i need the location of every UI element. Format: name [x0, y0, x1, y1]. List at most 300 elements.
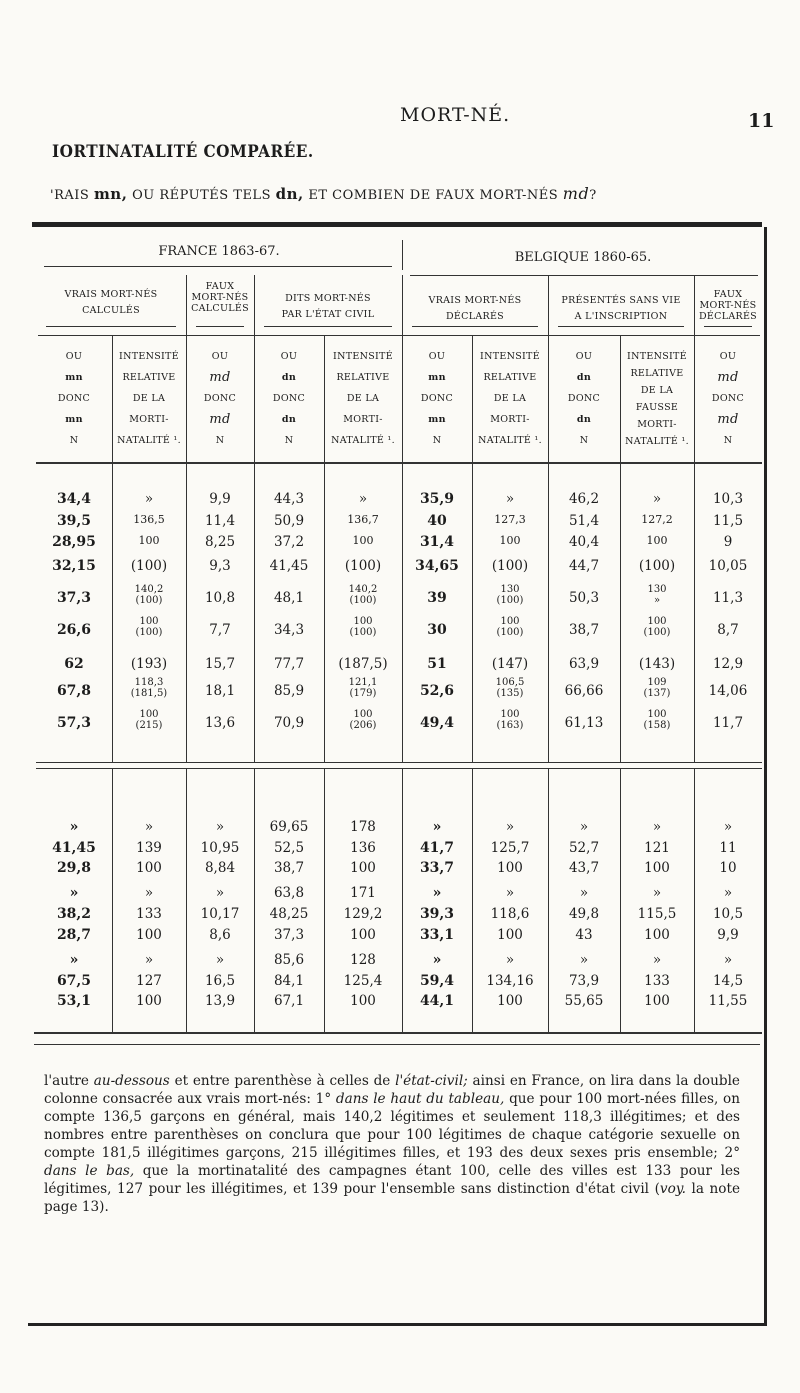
table-cell: 37,2 [273, 534, 305, 550]
rule [558, 326, 684, 327]
subgroup-label-s3: PAR L'ÉTAT CIVIL [281, 309, 375, 320]
table-question [50, 184, 597, 203]
table-cell: 55,65 [564, 993, 604, 1009]
table-cell: 100 [352, 534, 374, 547]
table-cell: 26,6 [56, 622, 92, 638]
table-cell: (100) [349, 627, 377, 638]
rule [694, 275, 695, 335]
question-symbol-md: md [562, 184, 590, 203]
column-header-c4: dn [281, 414, 297, 425]
table-cell: 127 [136, 973, 162, 989]
table-cell: 38,7 [273, 860, 305, 876]
table-cell: 100 [350, 993, 376, 1009]
table-cell: 100 [136, 993, 162, 1009]
table-cell: 11,4 [204, 513, 236, 529]
table-cell: 100 [497, 993, 523, 1009]
rule [412, 326, 538, 327]
table-cell: 100 [646, 534, 668, 547]
subgroup-label-s5: A L'INSCRIPTION [574, 311, 668, 322]
column-header-c3: OU [211, 351, 229, 362]
table-cell: 8,7 [717, 622, 739, 638]
table-cell: 49,4 [419, 715, 455, 731]
column-header-c2: NATALITÉ ¹. [117, 435, 181, 446]
table-cell: 18,1 [204, 683, 236, 699]
table-cell: 28,95 [52, 534, 96, 550]
table-cell: 35,9 [419, 491, 455, 507]
table-cell: 10,3 [712, 491, 744, 507]
table-cell: 140,2 [348, 584, 378, 595]
column-header-c9: DE LA [640, 385, 674, 396]
table-cell: (193) [130, 656, 168, 672]
column-header-c3: md [209, 370, 231, 385]
running-title: MORT-NÉ. [400, 104, 511, 126]
table-cell: 100 [500, 709, 520, 720]
table-cell: 10,05 [708, 558, 748, 574]
table-cell: 43 [575, 927, 593, 943]
table-cell: 14,5 [712, 973, 744, 989]
table-cell: 140,2 [134, 584, 164, 595]
table-cell: 11,7 [712, 715, 744, 731]
table-cell: 136 [350, 840, 376, 856]
rule [402, 335, 403, 462]
table-cell: 118,3 [134, 677, 164, 688]
table-cell: 16,5 [204, 973, 236, 989]
table-cell: 67,1 [273, 993, 305, 1009]
table-cell: 30 [427, 622, 447, 638]
table-cell: » [723, 952, 733, 968]
table-cell: 118,6 [490, 906, 530, 922]
table-cell: 41,45 [52, 840, 96, 856]
table-cell: 59,4 [419, 973, 455, 989]
table-cell: 178 [350, 819, 376, 835]
table-cell: » [432, 952, 442, 968]
note-emphasis: au-dessous [93, 1073, 170, 1089]
table-cell: » [144, 885, 154, 901]
column-header-c1: DONC [57, 393, 91, 404]
table-cell: (147) [491, 656, 529, 672]
table-cell: 48,1 [273, 590, 305, 606]
table-cell: 129,2 [343, 906, 383, 922]
table-cell: » [432, 885, 442, 901]
table-cell: 100 [136, 927, 162, 943]
note-text: l'autre [44, 1073, 94, 1089]
table-cell: 8,6 [209, 927, 231, 943]
table-cell: 100 [497, 860, 523, 876]
note-rule [34, 1044, 760, 1045]
table-cell: 100 [139, 616, 159, 627]
table-cell: 115,5 [637, 906, 677, 922]
table-cell: 63,9 [568, 656, 600, 672]
table-cell: 100 [136, 860, 162, 876]
table-cell: 51 [427, 656, 447, 672]
table-cell: 100 [644, 860, 670, 876]
table-cell: 139 [136, 840, 162, 856]
question-part: 'RAIS [50, 188, 90, 203]
column-header-c5: DE LA [346, 393, 380, 404]
table-cell: 39,5 [56, 513, 92, 529]
column-header-c1: N [69, 435, 79, 446]
table-cell: (100) [130, 558, 168, 574]
column-header-c2: MORTI- [129, 414, 169, 425]
table-cell: 14,06 [708, 683, 748, 699]
table-cell: (100) [349, 595, 377, 606]
group-belgique: BELGIQUE 1860-65. [514, 250, 652, 265]
table-cell: (100) [496, 595, 524, 606]
table-cell: 41,45 [269, 558, 309, 574]
table-cell: 7,7 [209, 622, 231, 638]
column-header-c5: INTENSITÉ [333, 351, 393, 362]
table-cell: 136,5 [133, 513, 165, 526]
table-cell: 37,3 [56, 590, 92, 606]
column-header-c10: md [717, 412, 739, 427]
column-header-c2: RELATIVE [122, 372, 176, 383]
table-cell: 15,7 [204, 656, 236, 672]
table-cell: (100) [491, 558, 529, 574]
question-part: ET COMBIEN DE FAUX MORT-NÉS [308, 188, 559, 203]
column-header-c7: MORTI- [490, 414, 530, 425]
column-header-c10: DONC [711, 393, 745, 404]
table-cell: » [144, 819, 154, 835]
column-header-c3: DONC [203, 393, 237, 404]
table-cell: 11,55 [708, 993, 748, 1009]
column-header-c9: MORTI- [637, 419, 677, 430]
table-cell: 12,9 [712, 656, 744, 672]
table-cell: » [69, 885, 79, 901]
table-cell: (143) [638, 656, 676, 672]
rule [254, 335, 255, 462]
table-cell: 10,5 [712, 906, 744, 922]
table-cell: 9,9 [717, 927, 739, 943]
note-text: que la mortinatalité des campagnes étant 100, celle des villes est 133 pour les légitimes, 127 pour les illégitimes, et 139 pour l'ensemble sans distinction d'état civil ( [44, 1163, 740, 1197]
table-cell: (100) [135, 595, 163, 606]
table-cell: 28,7 [56, 927, 92, 943]
note-text: ainsi en France, on lira dans la double colonne consacrée aux vrais mort-nés: 1° [44, 1073, 740, 1107]
table-cell: 40,4 [568, 534, 600, 550]
rule [186, 335, 187, 462]
table-cell: 34,65 [415, 558, 459, 574]
subgroup-label-s2: MORT-NÉS [191, 292, 249, 303]
table-cell: 100 [350, 860, 376, 876]
rule [112, 335, 113, 462]
block-rule [36, 762, 762, 763]
table-cell: (179) [349, 688, 377, 699]
table-cell: 67,5 [56, 973, 92, 989]
table-cell: 50,9 [273, 513, 305, 529]
table-cell: 43,7 [568, 860, 600, 876]
column-header-c2: INTENSITÉ [119, 351, 179, 362]
note-text: que pour 100 mort-nées filles, on compte 136,5 garçons en général, mais 140,2 légitimes et seulement 118,3 illégitimes; et des nombres entre parenthèses on conclura que pour 100 légitimes de chaque catégorie sexuelle on compte 181,5 illégitimes garçons, 215 illégitimes filles, et 193 des deux sexes pris ensemble; 2° [44, 1091, 740, 1161]
column-header-c9: NATALITÉ ¹. [625, 436, 689, 447]
table-cell: 9 [723, 534, 733, 550]
table-cell: 44,3 [273, 491, 305, 507]
note-emphasis: l'état-civil; [395, 1073, 468, 1089]
table-cell: 46,2 [568, 491, 600, 507]
column-header-c9: INTENSITÉ [627, 351, 687, 362]
table-cell: 13,9 [204, 993, 236, 1009]
rule [410, 275, 758, 276]
rule [548, 275, 549, 335]
table-cell: 41,7 [419, 840, 455, 856]
table-cell: 121,1 [348, 677, 378, 688]
section-title: IORTINATALITÉ COMPARÉE. [52, 142, 314, 162]
table-cell: 10 [719, 860, 737, 876]
table-cell: 38,2 [56, 906, 92, 922]
table-cell: 100 [644, 993, 670, 1009]
table-cell: (100) [135, 627, 163, 638]
column-header-c8: dn [576, 414, 592, 425]
table-cell: 40 [427, 513, 447, 529]
table-cell: 134,16 [486, 973, 534, 989]
rule [704, 326, 752, 327]
table-cell: 69,65 [269, 819, 309, 835]
table-cell: 67,8 [56, 683, 92, 699]
table-cell: 10,8 [204, 590, 236, 606]
rule [186, 275, 187, 335]
rule [694, 335, 695, 462]
table-cell: (100) [496, 627, 524, 638]
table-cell: » [653, 595, 661, 606]
column-header-c5: MORTI- [343, 414, 383, 425]
table-cell: 100 [353, 709, 373, 720]
rule [548, 335, 549, 462]
table-cell: 100 [353, 616, 373, 627]
table-cell: 31,4 [419, 534, 455, 550]
question-symbol-dn: dn, [275, 185, 304, 203]
column-header-c4: DONC [272, 393, 306, 404]
column-header-c3: N [215, 435, 225, 446]
subgroup-label-s3: DITS MORT-NÉS [285, 293, 371, 304]
table-cell: 8,25 [204, 534, 236, 550]
table-cell: 51,4 [568, 513, 600, 529]
table-cell: 33,1 [419, 927, 455, 943]
table-cell: 9,9 [209, 491, 231, 507]
table-cell: (215) [135, 720, 163, 731]
table-cell: 39,3 [419, 906, 455, 922]
table-cell: 130 [647, 584, 667, 595]
table-cell: » [358, 491, 368, 507]
table-cell: 100 [500, 616, 520, 627]
table-cell: » [505, 885, 515, 901]
column-header-c10: OU [719, 351, 737, 362]
table-cell: » [215, 885, 225, 901]
table-cell: 100 [644, 927, 670, 943]
column-header-c7: INTENSITÉ [480, 351, 540, 362]
column-header-c6: mn [428, 414, 446, 425]
table-cell: » [652, 491, 662, 507]
column-header-c1: OU [65, 351, 83, 362]
table-cell: 109 [647, 677, 667, 688]
column-header-c4: dn [281, 372, 297, 383]
table-cell: 130 [500, 584, 520, 595]
table-cell: » [652, 885, 662, 901]
column-header-c4: OU [280, 351, 298, 362]
question-part: OU RÉPUTÉS TELS [132, 188, 271, 203]
subgroup-label-s2: FAUX [205, 281, 235, 292]
rule [44, 266, 392, 267]
column-header-c8: OU [575, 351, 593, 362]
table-cell: » [505, 952, 515, 968]
table-cell: (100) [344, 558, 382, 574]
table-bottom-rule [34, 1032, 762, 1034]
footnote-text [44, 1072, 740, 1216]
column-header-c2: DE LA [132, 393, 166, 404]
table-cell: 136,7 [347, 513, 379, 526]
table-cell: 100 [139, 709, 159, 720]
subgroup-label-s4: VRAIS MORT-NÉS [428, 295, 522, 306]
table-cell: » [215, 819, 225, 835]
table-cell: 128 [350, 952, 376, 968]
table-cell: 127,3 [494, 513, 526, 526]
table-cell: 133 [644, 973, 670, 989]
table-cell: 62 [64, 656, 84, 672]
table-cell: 100 [138, 534, 160, 547]
table-cell: » [579, 885, 589, 901]
table-cell: » [723, 819, 733, 835]
rule [196, 326, 244, 327]
subgroup-label-s4: DÉCLARÉS [446, 311, 504, 322]
note-emphasis: dans le bas, [44, 1163, 135, 1179]
group-france: FRANCE 1863-67. [158, 244, 280, 259]
table-cell: 8,84 [204, 860, 236, 876]
column-header-c5: NATALITÉ ¹. [331, 435, 395, 446]
table-cell: 48,25 [269, 906, 309, 922]
table-cell: (163) [496, 720, 524, 731]
header-rule [36, 462, 762, 464]
table-cell: » [652, 819, 662, 835]
table-cell: 52,7 [568, 840, 600, 856]
block-rule [36, 768, 762, 769]
table-cell: 52,5 [273, 840, 305, 856]
table-cell: » [69, 819, 79, 835]
table-cell: 121 [644, 840, 670, 856]
table-cell: 106,5 [495, 677, 525, 688]
table-cell: » [723, 885, 733, 901]
table-cell: 39 [427, 590, 447, 606]
column-header-c8: N [579, 435, 589, 446]
table-cell: 37,3 [273, 927, 305, 943]
table-cell: 11,5 [712, 513, 744, 529]
table-cell: » [579, 819, 589, 835]
column-header-c4: N [284, 435, 294, 446]
table-cell: 44,7 [568, 558, 600, 574]
table-cell: (206) [349, 720, 377, 731]
table-cell: 10,95 [200, 840, 240, 856]
column-header-c6: DONC [420, 393, 454, 404]
column-header-c6: N [432, 435, 442, 446]
table-cell: 66,66 [564, 683, 604, 699]
column-header-c7: RELATIVE [483, 372, 537, 383]
table-cell: 133 [136, 906, 162, 922]
table-cell: 100 [647, 709, 667, 720]
table-cell: » [215, 952, 225, 968]
table-cell: (181,5) [130, 688, 168, 699]
column-header-c9: FAUSSE [635, 402, 679, 413]
table-cell: 77,7 [273, 656, 305, 672]
table-cell: (158) [643, 720, 671, 731]
subgroup-label-s2: CALCULÉS [191, 303, 249, 314]
table-cell: 29,8 [56, 860, 92, 876]
table-cell: 84,1 [273, 973, 305, 989]
rule [254, 275, 255, 335]
table-cell: 85,9 [273, 683, 305, 699]
column-header-c10: md [717, 370, 739, 385]
column-header-c9: RELATIVE [630, 368, 684, 379]
table-cell: 49,8 [568, 906, 600, 922]
table-cell: 52,6 [419, 683, 455, 699]
page-number: 11 [748, 110, 775, 132]
table-cell: (100) [638, 558, 676, 574]
table-cell: 53,1 [56, 993, 92, 1009]
table-cell: » [432, 819, 442, 835]
table-cell: 100 [647, 616, 667, 627]
rule [324, 335, 325, 462]
rule [264, 326, 392, 327]
table-cell: 32,15 [52, 558, 96, 574]
column-header-c6: OU [428, 351, 446, 362]
table-cell: 63,8 [273, 885, 305, 901]
table-cell: (187,5) [338, 656, 388, 672]
question-symbol-mn: mn, [93, 185, 128, 203]
table-cell: 33,7 [419, 860, 455, 876]
rule [472, 335, 473, 462]
subgroup-label-s6: FAUX [713, 289, 743, 300]
table-cell: » [579, 952, 589, 968]
column-header-c3: md [209, 412, 231, 427]
rule [402, 275, 403, 335]
table-cell: 61,13 [564, 715, 604, 731]
column-header-c7: DE LA [493, 393, 527, 404]
table-cell: » [652, 952, 662, 968]
table-cell: 50,3 [568, 590, 600, 606]
subgroup-label-s5: PRÉSENTÉS SANS VIE [561, 295, 681, 306]
table-cell: (135) [496, 688, 524, 699]
table-cell: 11,3 [712, 590, 744, 606]
note-text: et entre parenthèse à celles de [169, 1073, 396, 1089]
subgroup-label-s6: MORT-NÉS [699, 300, 757, 311]
table-cell: » [69, 952, 79, 968]
rule [620, 335, 621, 462]
subgroup-label-s6: DÉCLARÉS [699, 311, 757, 322]
column-header-c5: RELATIVE [336, 372, 390, 383]
column-header-c10: N [723, 435, 733, 446]
column-header-c1: mn [65, 414, 83, 425]
table-cell: 10,17 [200, 906, 240, 922]
note-emphasis: voy. [659, 1181, 686, 1197]
table-cell: » [144, 952, 154, 968]
note-text: la note page 13). [44, 1181, 740, 1215]
table-cell: 171 [350, 885, 376, 901]
table-cell: 125,4 [343, 973, 383, 989]
table-cell: 34,4 [56, 491, 92, 507]
subgroup-label-s1: CALCULÉS [82, 305, 140, 316]
table-cell: 44,1 [419, 993, 455, 1009]
table-cell: 127,2 [641, 513, 673, 526]
table-cell: » [505, 819, 515, 835]
table-cell: 57,3 [56, 715, 92, 731]
subgroup-label-s1: VRAIS MORT-NÉS [64, 289, 158, 300]
table-cell: 34,3 [273, 622, 305, 638]
column-header-c8: dn [576, 372, 592, 383]
table-cell: 125,7 [490, 840, 530, 856]
table-cell: » [505, 491, 515, 507]
rule [46, 326, 176, 327]
column-header-c1: mn [65, 372, 83, 383]
column-header-c7: NATALITÉ ¹. [478, 435, 542, 446]
table-cell: (137) [643, 688, 671, 699]
table-cell: » [144, 491, 154, 507]
table-cell: 38,7 [568, 622, 600, 638]
note-emphasis: dans le haut du tableau, [335, 1091, 505, 1107]
